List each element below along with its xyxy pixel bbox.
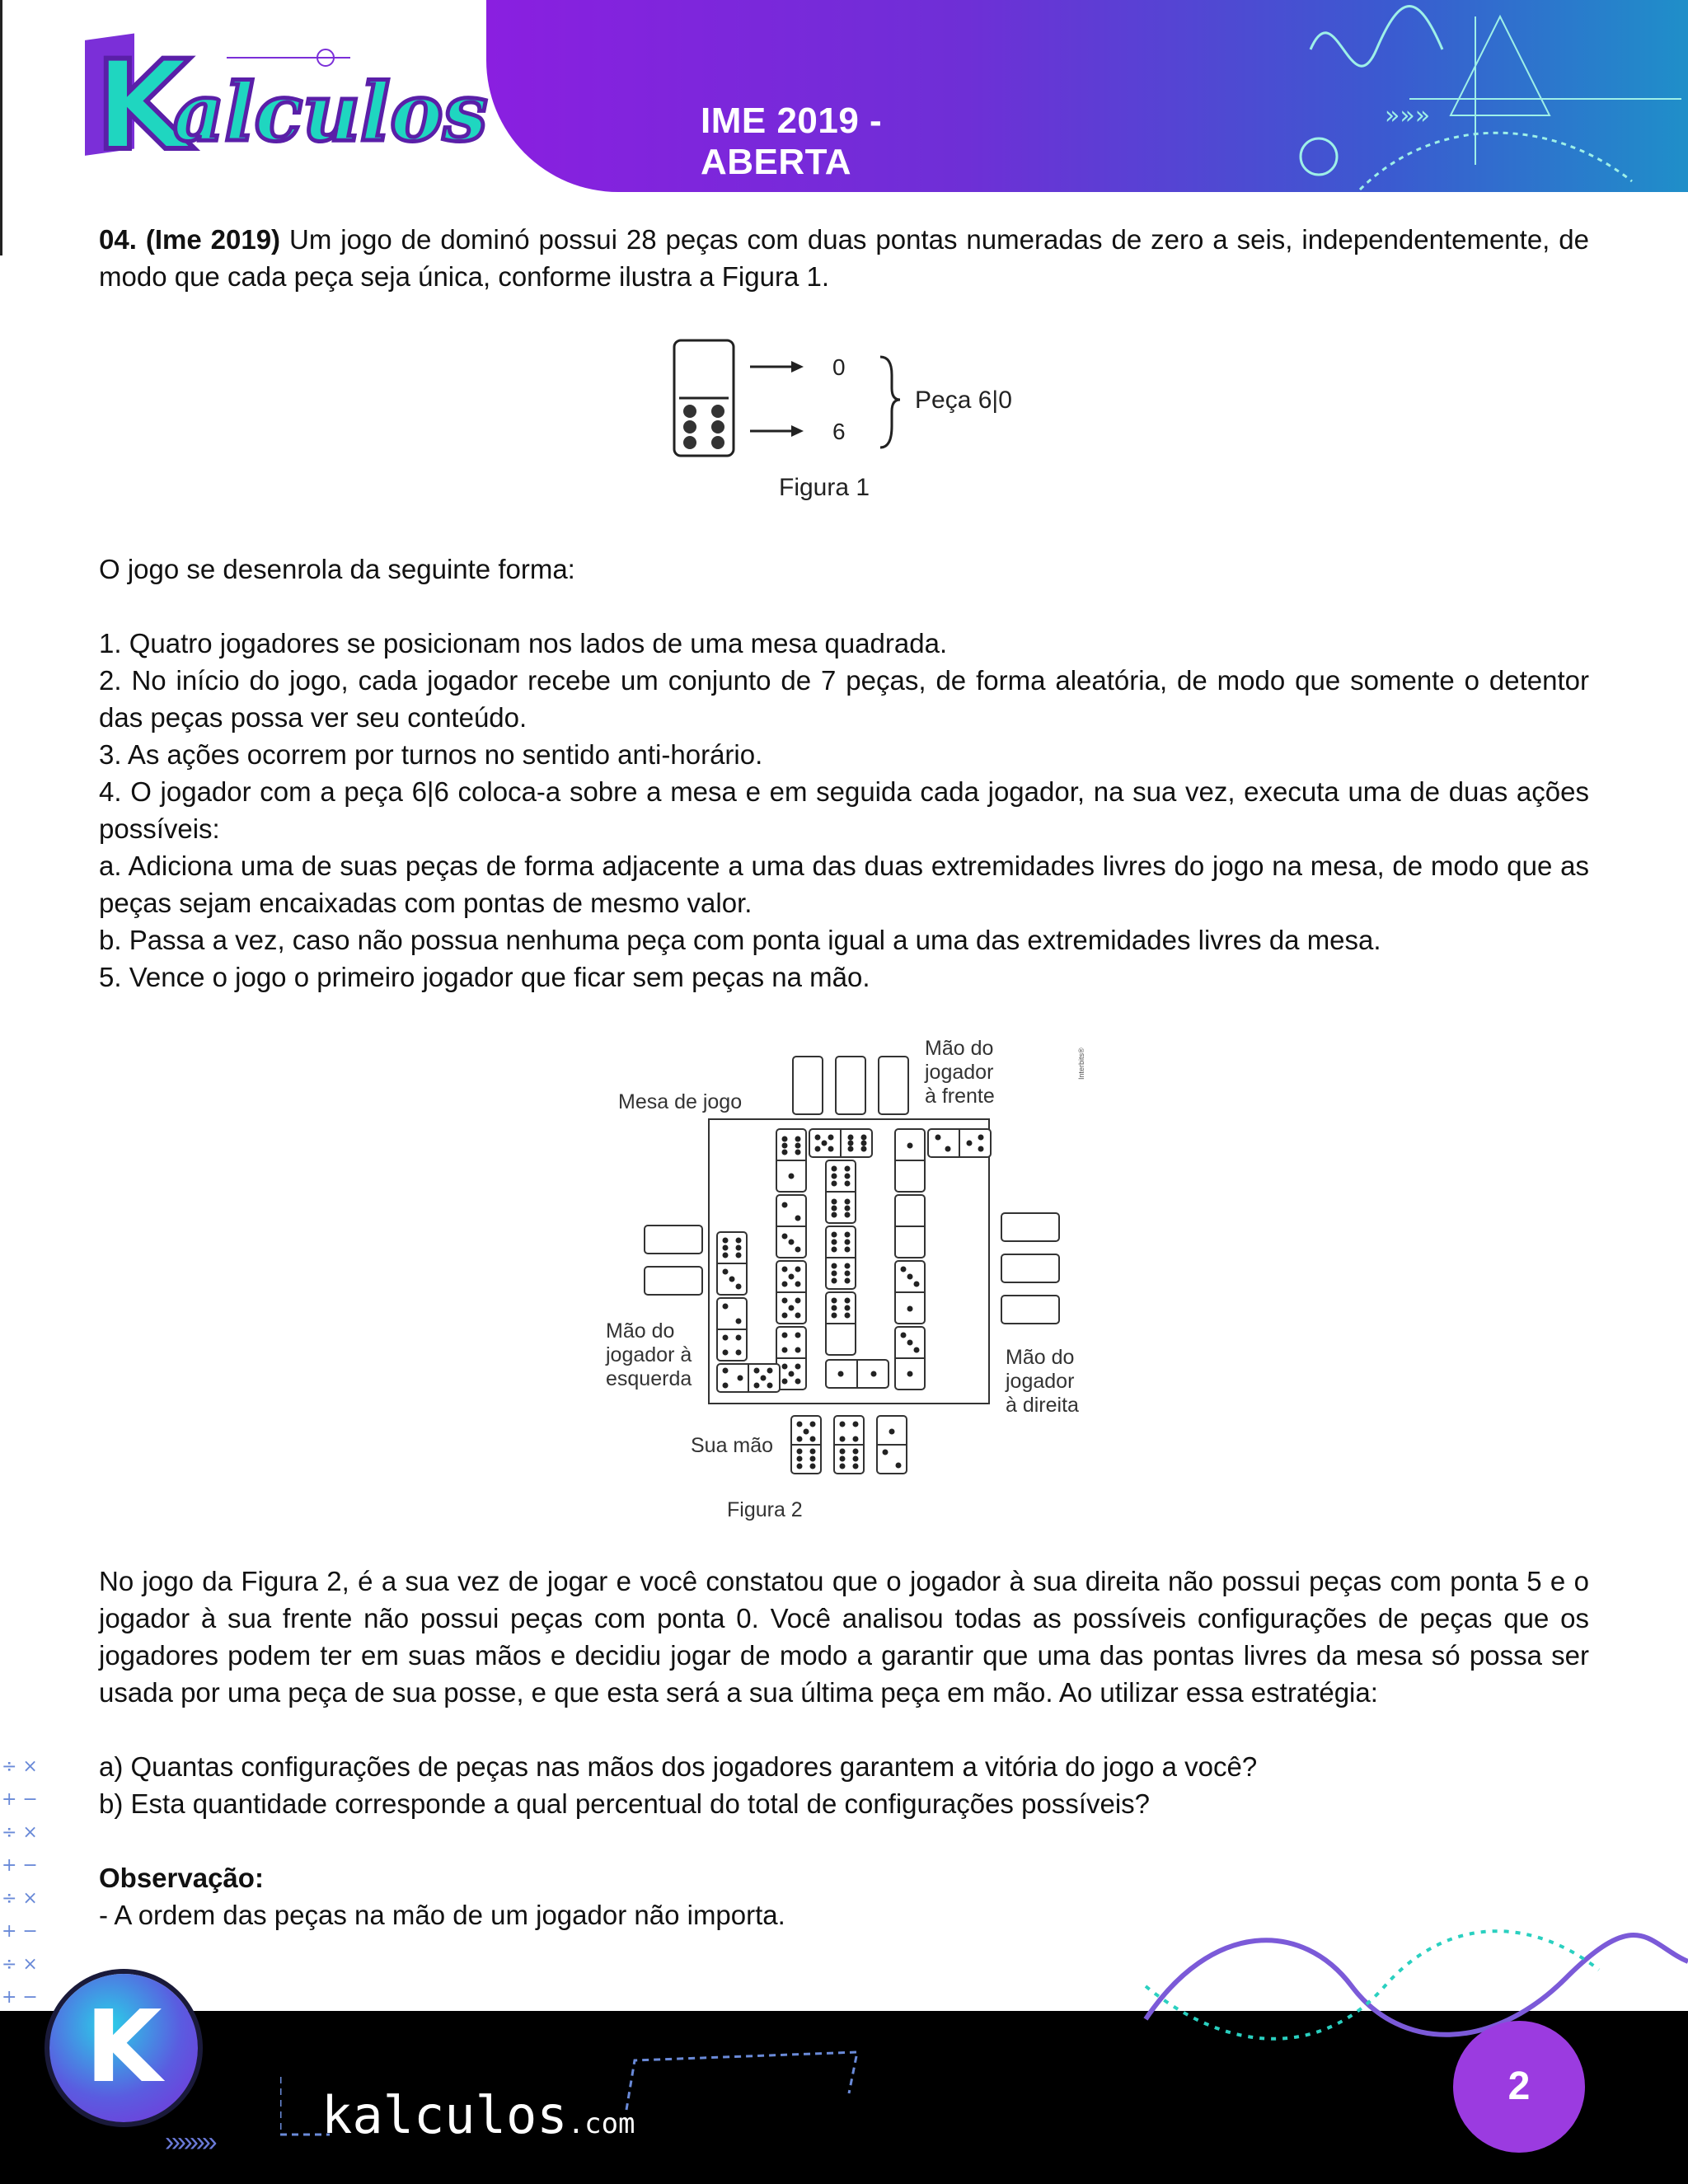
svg-text:÷ ×: ÷ × [2, 1822, 38, 1843]
part-b: b) Esta quantidade corresponde a qual percentual do total de configurações possíveis? [99, 1788, 1151, 1819]
question-body [99, 221, 1589, 295]
front-player-label-1: Mão do [925, 1037, 994, 1060]
figure-2-caption: Figura 2 [727, 1498, 803, 1521]
rules-list [99, 625, 1589, 996]
scenario-text: No jogo da Figura 2, é a sua vez de jogar e você constatou que o jogador à sua direita não possui peças com ponta 5 e o jogador à sua frente não possui peças com ponta 0. Você analisou todas as possíveis configurações de peças que os jogadores podem ter em suas mãos e decidiu jogar de modo a garantir que uma das pontas livres da mesa só possa ser usada por uma peça de sua posse, e que esta será a sua última peça em mão. Ao utilizar essa estratégia: [99, 1566, 1589, 1708]
kalculos-badge [49, 1974, 198, 2122]
figure-1-bottom-value: 6 [832, 419, 846, 444]
page-title: IME 2019 - ABERTA [701, 101, 883, 182]
front-player-label-3: à frente [925, 1085, 995, 1108]
svg-text:+ −: + − [2, 1921, 38, 1942]
svg-text:+ −: + − [2, 1855, 38, 1876]
question-number: 04. (Ime 2019) [99, 224, 281, 255]
svg-text:+ −: + − [2, 1789, 38, 1810]
right-player-label-3: à direita [1006, 1394, 1079, 1417]
right-player-label-2: jogador [1006, 1370, 1075, 1393]
rule-1: 1. Quatro jogadores se posicionam nos lados de uma mesa quadrada. [99, 628, 948, 658]
left-player-label-2: jogador à [606, 1343, 692, 1366]
left-player-label-3: esquerda [606, 1367, 692, 1390]
footer-wave-decoration [1137, 1912, 1688, 2052]
svg-text:+ −: + − [2, 1987, 38, 2008]
table-label: Mesa de jogo [618, 1090, 743, 1113]
rule-3: 3. As ações ocorrem por turnos no sentido anti-horário. [99, 739, 763, 770]
rule-4a: a. Adiciona uma de suas peças de forma adjacente a uma das duas extremidades livres do jogo na mesa, de modo que as peças sejam encaixadas com pontas de mesmo valor. [99, 851, 1589, 918]
svg-text:÷ ×: ÷ × [2, 1954, 38, 1975]
badge-letter: K [85, 1990, 162, 2105]
question-intro-text: Um jogo de dominó possui 28 peças com duas pontas numeradas de zero a seis, independentemente, de modo que cada peça seja única, conforme ilustra a Figura 1. [99, 224, 1590, 292]
svg-text:÷ ×: ÷ × [2, 1888, 38, 1909]
rule-4: 4. O jogador com a peça 6|6 coloca-a sobre a mesa e em seguida cada jogador, na sua vez, executa uma de duas ações possíveis: [99, 776, 1589, 844]
footer-site-main: kalculos [321, 2085, 568, 2145]
left-player-label-1: Mão do [606, 1319, 675, 1343]
front-player-label-2: jogador [925, 1061, 994, 1084]
page-number: 2 [1507, 2064, 1531, 2108]
your-hand-label: Sua mão [691, 1434, 774, 1457]
footer-website[interactable] [321, 2085, 635, 2145]
svg-text:K: K [95, 35, 191, 173]
figure-1-domino [668, 334, 1039, 507]
part-a: a) Quantas configurações de peças nas mãos dos jogadores garantem a vitória do jogo a você? [99, 1751, 1258, 1782]
rule-4b: b. Passa a vez, caso não possua nenhuma peça com ponta igual a uma das extremidades livres da mesa. [99, 925, 1381, 955]
footer-site-tld: .com [567, 2107, 635, 2140]
rule-2: 2. No início do jogo, cada jogador recebe um conjunto de 7 peças, de forma aleatória, de modo que somente o detentor das peças possa ver seu conteúdo. [99, 665, 1589, 733]
svg-text:alculos: alculos [173, 66, 488, 159]
svg-text:»»»: »»» [1385, 101, 1431, 130]
game-intro: O jogo se desenrola da seguinte forma: [99, 554, 575, 584]
observation-title: Observação: [99, 1863, 264, 1893]
kalculos-logo [78, 25, 507, 173]
figure-1-top-value: 0 [832, 354, 846, 380]
svg-text:÷ ×: ÷ × [2, 1756, 38, 1777]
left-margin-rule [0, 0, 2, 255]
figure-2-credit: Interbits® [1077, 1047, 1085, 1080]
header-math-decoration [1286, 0, 1688, 192]
rule-5: 5. Vence o jogo o primeiro jogador que ficar sem peças na mão. [99, 962, 870, 992]
observation-text: - A ordem das peças na mão de um jogador não importa. [99, 1900, 785, 1930]
figure-1-caption: Figura 1 [779, 474, 870, 501]
right-player-label-1: Mão do [1006, 1346, 1075, 1369]
figure-2-game-table [593, 1030, 1104, 1525]
page-number-badge [1453, 2021, 1585, 2153]
question-intro [99, 221, 1589, 295]
footer-chevrons-icon: »»»» [165, 2126, 214, 2158]
figure-1-piece-label: Peça 6|0 [915, 387, 1012, 414]
